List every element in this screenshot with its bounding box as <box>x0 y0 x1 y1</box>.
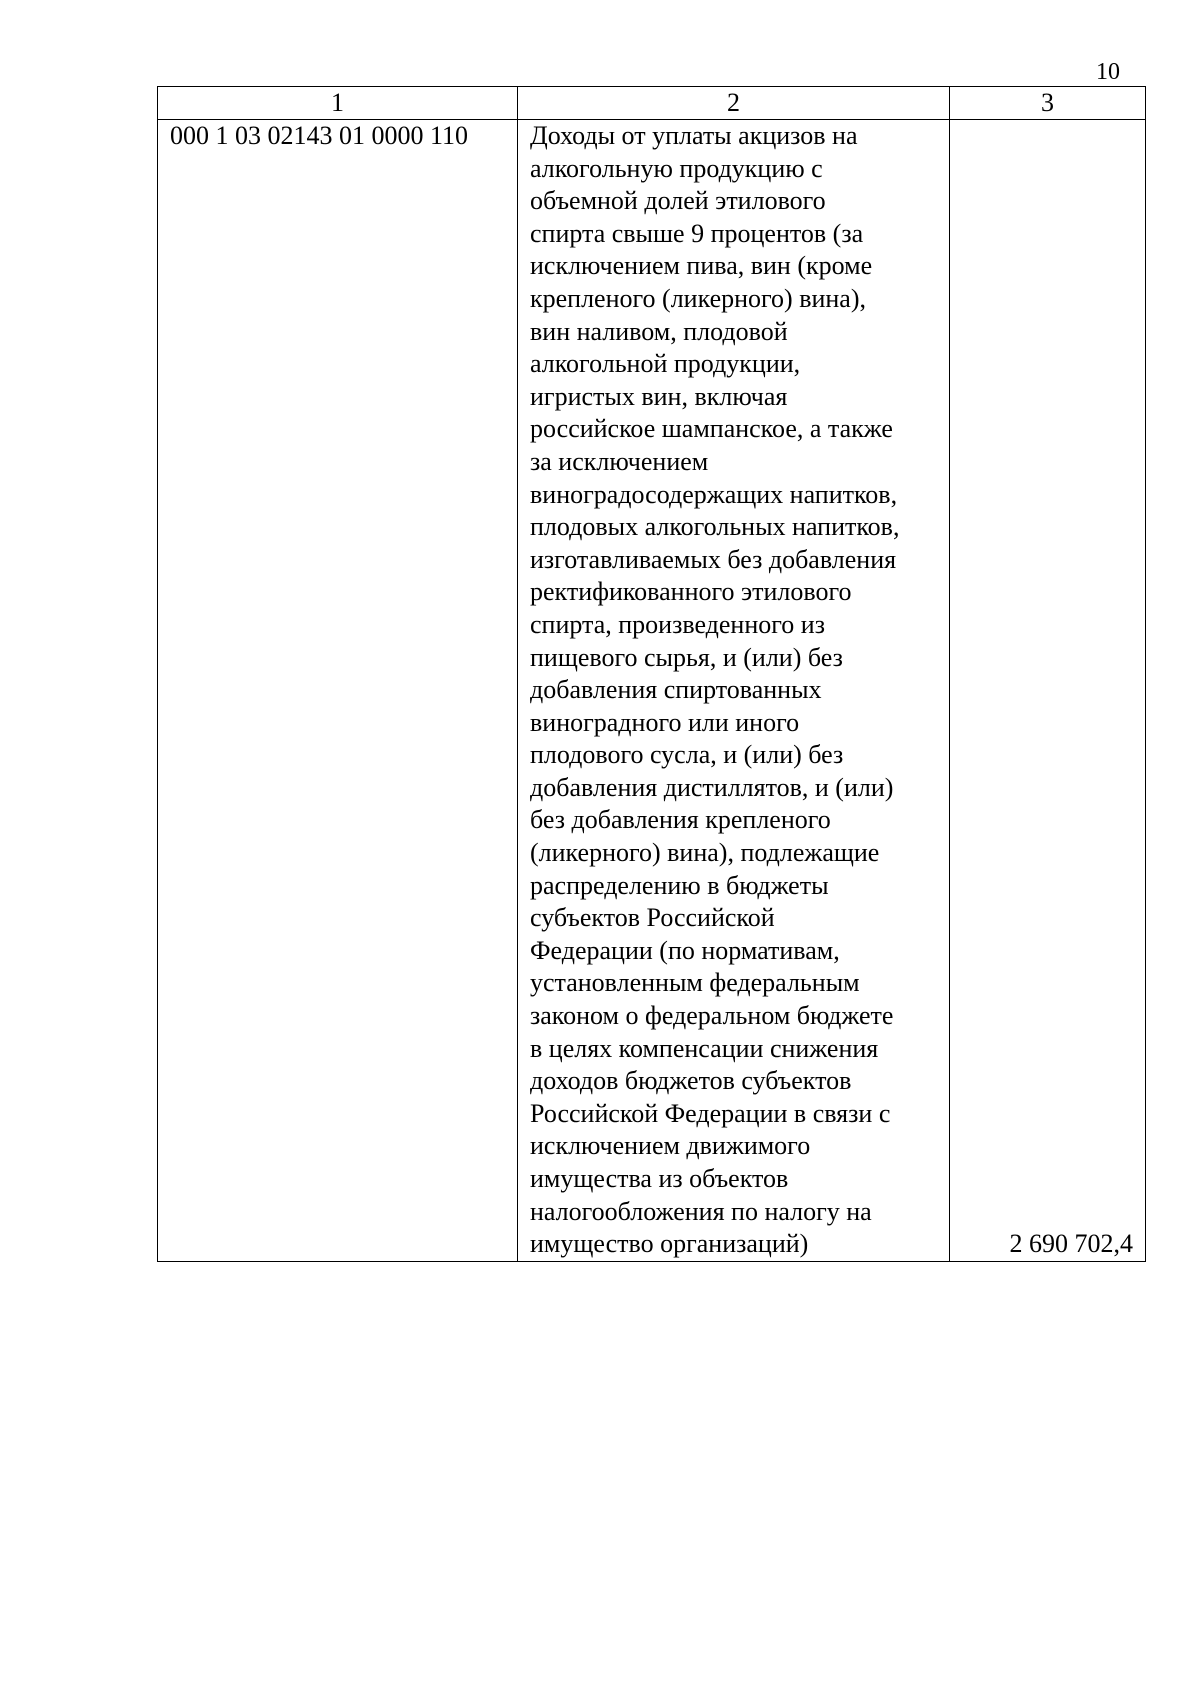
column-header-2: 2 <box>518 87 950 120</box>
description-line: (ликерного) вина), подлежащие <box>530 838 880 868</box>
description-line: спирта свыше 9 процентов (за <box>530 218 864 248</box>
description-line: без добавления крепленого <box>530 805 831 835</box>
description-line: исключением движимого <box>530 1131 811 1161</box>
description-line: Российской Федерации в связи с <box>530 1098 891 1128</box>
description-line: плодового сусла, и (или) без <box>530 740 844 770</box>
description-line: законом о федеральном бюджете <box>530 1001 894 1031</box>
description-line: виноградного или иного <box>530 707 800 737</box>
description-line: алкогольную продукцию с <box>530 153 823 183</box>
description-line: за исключением <box>530 446 709 476</box>
description-line: доходов бюджетов субъектов <box>530 1066 852 1096</box>
description-line: крепленого (ликерного) вина), <box>530 283 866 313</box>
description-line: плодовых алкогольных напитков, <box>530 512 900 542</box>
description-line: изготавливаемых без добавления <box>530 544 897 574</box>
description-line: Федерации (по нормативам, <box>530 935 840 965</box>
description-line: пищевого сырья, и (или) без <box>530 642 843 672</box>
column-header-1: 1 <box>158 87 518 120</box>
description-line: добавления спиртованных <box>530 675 822 705</box>
description-line: вин наливом, плодовой <box>530 316 788 346</box>
description-line: алкогольной продукции, <box>530 349 801 379</box>
description-line: распределению в бюджеты <box>530 870 829 900</box>
description-line: в целях компенсации снижения <box>530 1033 879 1063</box>
amount-value: 2 690 702,4 <box>950 120 1146 1262</box>
revenue-table <box>157 86 1146 1262</box>
description-line: ректификованного этилового <box>530 577 852 607</box>
description-line: объемной долей этилового <box>530 186 826 216</box>
table-row <box>158 120 1146 1262</box>
column-header-3: 3 <box>950 87 1146 120</box>
description-line: добавления дистиллятов, и (или) <box>530 772 894 802</box>
description-line: виноградосодержащих напитков, <box>530 479 898 509</box>
table-header-row <box>158 87 1146 120</box>
description-line: исключением пива, вин (кроме <box>530 251 873 281</box>
description-line: Доходы от уплаты акцизов на <box>530 121 858 150</box>
description-line: налогообложения по налогу на <box>530 1196 872 1226</box>
description-line: российское шампанское, а также <box>530 414 893 444</box>
description-line: имущества из объектов <box>530 1164 789 1193</box>
budget-classification-code: 000 1 03 02143 01 0000 110 <box>158 120 518 1262</box>
description-line: установленным федеральным <box>530 968 860 998</box>
revenue-description <box>518 120 950 1262</box>
description-line: имущество организаций) <box>530 1229 809 1259</box>
description-line: игристых вин, включая <box>530 381 788 411</box>
description-line: субъектов Российской <box>530 903 775 933</box>
page-number: 10 <box>1096 59 1120 85</box>
description-line: спирта, произведенного из <box>530 609 825 639</box>
